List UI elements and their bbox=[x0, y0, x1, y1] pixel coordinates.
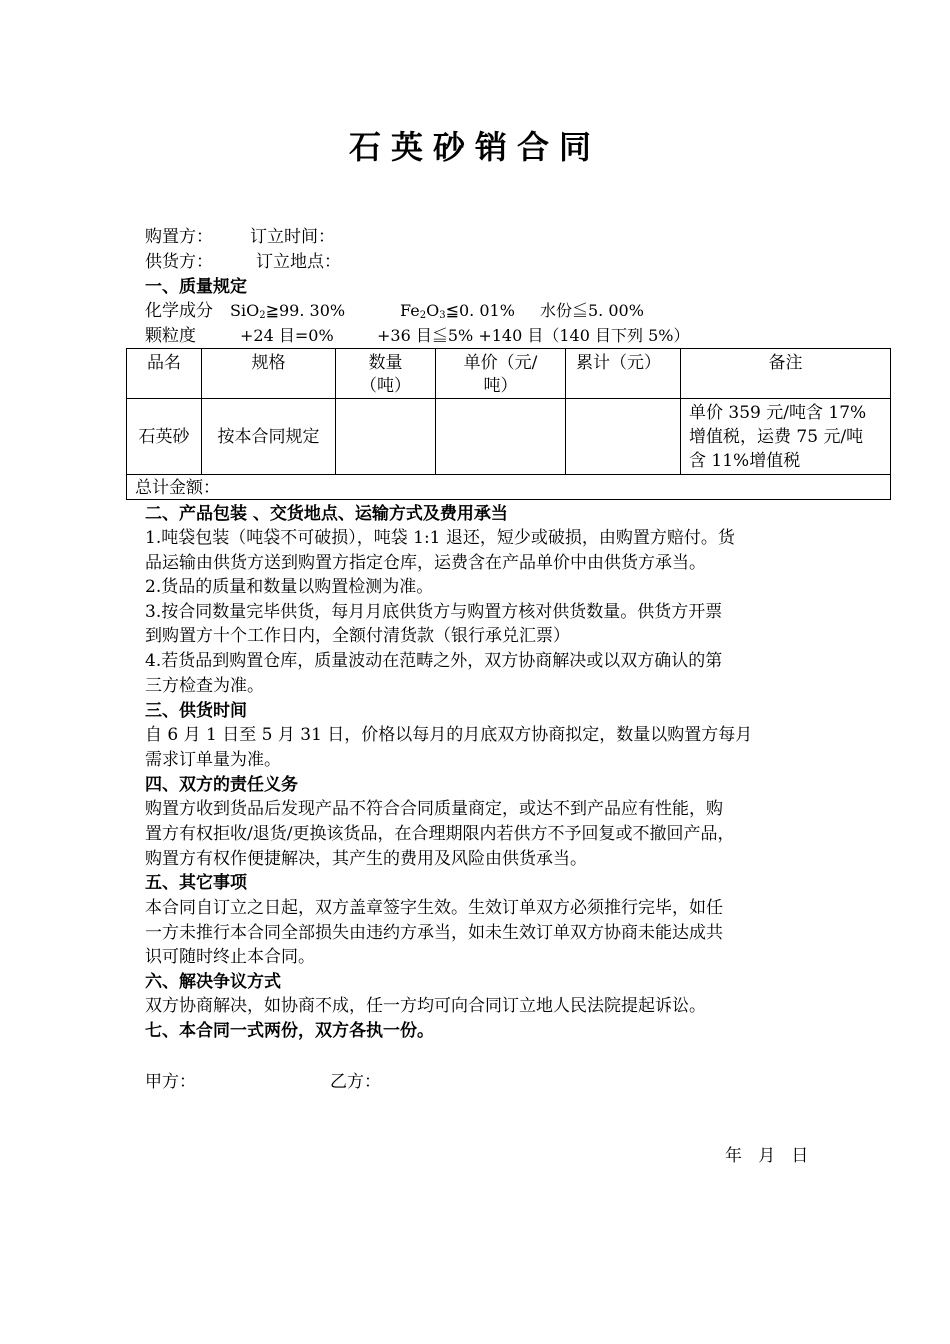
supplier-label: 供货方： bbox=[145, 252, 213, 272]
grain-spec-1: +24 目=0% bbox=[240, 326, 334, 345]
section5-line2: 一方未推行本合同全部损失由违约方承当，如未生效订单双方协商未能达成共 bbox=[145, 923, 723, 943]
td-name: 石英砂 bbox=[138, 427, 190, 447]
th-qty-1: 数量 bbox=[368, 353, 403, 373]
fe2o3-spec: $Fe_2O_3≦0$. 01% bbox=[400, 301, 515, 321]
th-remark: 备注 bbox=[768, 353, 803, 373]
th-name: 品名 bbox=[147, 353, 181, 373]
section1-heading: 一、质量规定 bbox=[145, 277, 247, 297]
product-table bbox=[126, 348, 891, 500]
party-b-label: 乙方： bbox=[330, 1072, 381, 1092]
total-amount-label: 总计金额： bbox=[135, 478, 220, 498]
chem-label: 化学成分 bbox=[145, 301, 213, 321]
buyer-label: 购置方： bbox=[145, 227, 213, 247]
party-a-label: 甲方： bbox=[145, 1072, 196, 1092]
section5-heading: 五、其它事项 bbox=[145, 873, 247, 893]
section6-heading: 六、解决争议方式 bbox=[145, 972, 281, 992]
th-spec: 规格 bbox=[251, 353, 286, 373]
th-qty-2: （吨） bbox=[360, 376, 411, 396]
section2-p1-line1: 1.吨袋包装（吨袋不可破损），吨袋 1:1 退还，短少或破损，由购置方赔付。货 bbox=[145, 528, 735, 548]
section4-heading: 四、双方的责任义务 bbox=[145, 775, 298, 795]
section2-p1-line2: 品运输由供货方送到购置方指定仓库，运费含在产品单价中由供货方承当。 bbox=[145, 553, 706, 573]
section2-p3-line1: 3.按合同数量完毕供货，每月月底供货方与购置方核对供货数量。供货方开票 bbox=[145, 602, 723, 622]
section6-line1: 双方协商解决，如协商不成，任一方均可向合同订立地人民法院提起诉讼。 bbox=[145, 996, 706, 1016]
section4-line1: 购置方收到货品后发现产品不符合合同质量商定，或达不到产品应有性能，购 bbox=[145, 799, 723, 819]
section5-line3: 识可随时终止本合同。 bbox=[145, 947, 315, 967]
section3-heading: 三、供货时间 bbox=[145, 701, 247, 721]
document-title: 石英砂销合同 bbox=[348, 128, 601, 166]
td-remark-1: 单价 359 元/吨含 17% bbox=[689, 403, 867, 423]
water-spec: 水份≦5. 00% bbox=[540, 301, 644, 320]
section2-p4-line2: 三方检查为准。 bbox=[145, 676, 264, 696]
td-spec: 按本合同规定 bbox=[217, 427, 320, 447]
grain-spec-2: +36 目≦5% +140 目（140 目下列 5%） bbox=[377, 326, 690, 345]
section5-line1: 本合同自订立之日起，双方盖章签字生效。生效订单双方必须推行完毕，如任 bbox=[145, 898, 723, 918]
th-price-1: 单价（元/ bbox=[463, 353, 538, 373]
sio2-spec: SiO$_2$≧99. 30% bbox=[230, 301, 346, 321]
section3-line1: 自 6 月 1 日至 5 月 31 日，价格以每月的月底双方协商拟定，数量以购置方每月 bbox=[145, 725, 753, 745]
section3-line2: 需求订单量为准。 bbox=[145, 750, 281, 770]
section2-heading: 二、产品包装 、交货地点、运输方式及费用承当 bbox=[145, 504, 508, 524]
sign-time-label: 订立时间： bbox=[250, 227, 335, 247]
section4-line2: 置方有权拒收/退货/更换该货品，在合理期限内若供方不予回复或不撤回产品， bbox=[145, 824, 735, 844]
td-remark-3: 含 11%增值税 bbox=[689, 451, 801, 471]
td-remark-2: 增值税，运费 75 元/吨 bbox=[689, 427, 864, 447]
section2-p2: 2.货品的质量和数量以购置检测为准。 bbox=[145, 577, 434, 597]
section2-p3-line2: 到购置方十个工作日内，全额付清货款（银行承兑汇票） bbox=[145, 626, 570, 646]
section4-line3: 购置方有权作便捷解决，其产生的费用及风险由供货承当。 bbox=[145, 849, 587, 869]
date-line: 年 月 日 bbox=[725, 1146, 809, 1166]
section2-p4-line1: 4.若货品到购置仓库，质量波动在范畴之外，双方协商解决或以双方确认的第 bbox=[145, 651, 723, 671]
section7-heading: 七、本合同一式两份，双方各执一份。 bbox=[145, 1021, 434, 1041]
th-total: 累计（元） bbox=[576, 353, 661, 373]
sign-place-label: 订立地点： bbox=[256, 252, 341, 272]
grain-label: 颗粒度 bbox=[145, 326, 196, 346]
th-price-2: 吨） bbox=[483, 376, 518, 396]
